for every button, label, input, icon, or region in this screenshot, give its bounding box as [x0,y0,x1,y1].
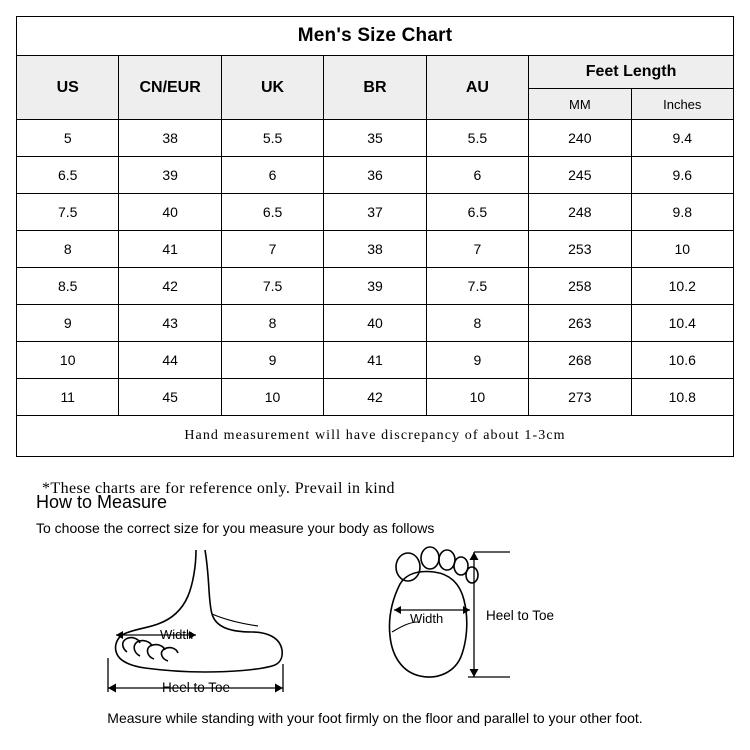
cell-us: 9 [17,305,119,342]
cell-us: 7.5 [17,194,119,231]
table-row [17,305,734,342]
cell-au: 9 [426,342,528,379]
measure-footer-note: Measure while standing with your foot firmly on the floor and parallel to your other foot. [107,710,643,726]
side-view-width-label: Width [160,627,194,642]
side-view-foot-illustration [116,550,283,672]
header-row-primary [17,56,734,89]
cell-cn-eur: 44 [119,342,221,379]
cell-br: 36 [324,157,426,194]
cell-cn-eur: 41 [119,231,221,268]
top-view-heel-to-toe-label: Heel to Toe [486,608,555,623]
cell-mm: 248 [529,194,631,231]
measurement-discrepancy-note: Hand measurement will have discrepancy of about 1-3cm [17,416,734,457]
table-row [17,231,734,268]
cell-us: 8.5 [17,268,119,305]
cell-br: 40 [324,305,426,342]
cell-uk: 7.5 [221,268,323,305]
reference-disclaimer: *These charts are for reference only. Prevail in kind [42,480,395,497]
cell-uk: 8 [221,305,323,342]
cell-cn-eur: 43 [119,305,221,342]
header-us: US [17,56,119,120]
cell-uk: 7 [221,231,323,268]
cell-inches: 10.4 [631,305,733,342]
cell-us: 6.5 [17,157,119,194]
cell-cn-eur: 40 [119,194,221,231]
table-row [17,157,734,194]
cell-au: 6 [426,157,528,194]
chart-title: Men's Size Chart [17,17,734,56]
table-row [17,342,734,379]
chart-title-row [17,17,734,56]
top-view-width-label: Width [410,611,444,626]
foot-diagram-svg [0,540,750,710]
measure-diagrams [0,540,750,710]
cell-br: 38 [324,231,426,268]
cell-uk: 6 [221,157,323,194]
cell-br: 37 [324,194,426,231]
cell-au: 5.5 [426,120,528,157]
cell-cn-eur: 42 [119,268,221,305]
cell-inches: 9.8 [631,194,733,231]
size-chart-container [16,16,734,457]
cell-cn-eur: 45 [119,379,221,416]
header-uk: UK [221,56,323,120]
header-feet-length: Feet Length [529,56,734,89]
cell-br: 42 [324,379,426,416]
side-view-heel-to-toe-label: Heel to Toe [161,680,231,695]
cell-mm: 258 [529,268,631,305]
table-row [17,194,734,231]
cell-br: 41 [324,342,426,379]
cell-inches: 9.6 [631,157,733,194]
cell-inches: 10 [631,231,733,268]
table-footer-note-row [17,416,734,457]
cell-mm: 253 [529,231,631,268]
cell-us: 11 [17,379,119,416]
cell-inches: 9.4 [631,120,733,157]
cell-uk: 10 [221,379,323,416]
cell-uk: 5.5 [221,120,323,157]
cell-inches: 10.6 [631,342,733,379]
cell-au: 7.5 [426,268,528,305]
cell-br: 35 [324,120,426,157]
cell-uk: 9 [221,342,323,379]
cell-inches: 10.8 [631,379,733,416]
cell-mm: 240 [529,120,631,157]
cell-mm: 245 [529,157,631,194]
header-br: BR [324,56,426,120]
cell-mm: 268 [529,342,631,379]
cell-cn-eur: 38 [119,120,221,157]
cell-mm: 263 [529,305,631,342]
cell-mm: 273 [529,379,631,416]
table-row [17,120,734,157]
how-to-measure-subtitle: To choose the correct size for you measure your body as follows [36,520,435,536]
cell-us: 10 [17,342,119,379]
header-mm: MM [529,89,631,120]
cell-inches: 10.2 [631,268,733,305]
size-chart-table [16,16,734,457]
cell-us: 5 [17,120,119,157]
cell-au: 6.5 [426,194,528,231]
header-au: AU [426,56,528,120]
cell-us: 8 [17,231,119,268]
cell-br: 39 [324,268,426,305]
cell-au: 10 [426,379,528,416]
table-row [17,268,734,305]
cell-au: 7 [426,231,528,268]
cell-uk: 6.5 [221,194,323,231]
cell-cn-eur: 39 [119,157,221,194]
header-cn-eur: CN/EUR [119,56,221,120]
cell-au: 8 [426,305,528,342]
header-inches: Inches [631,89,733,120]
table-row [17,379,734,416]
how-to-measure-title: How to Measure [36,492,168,512]
